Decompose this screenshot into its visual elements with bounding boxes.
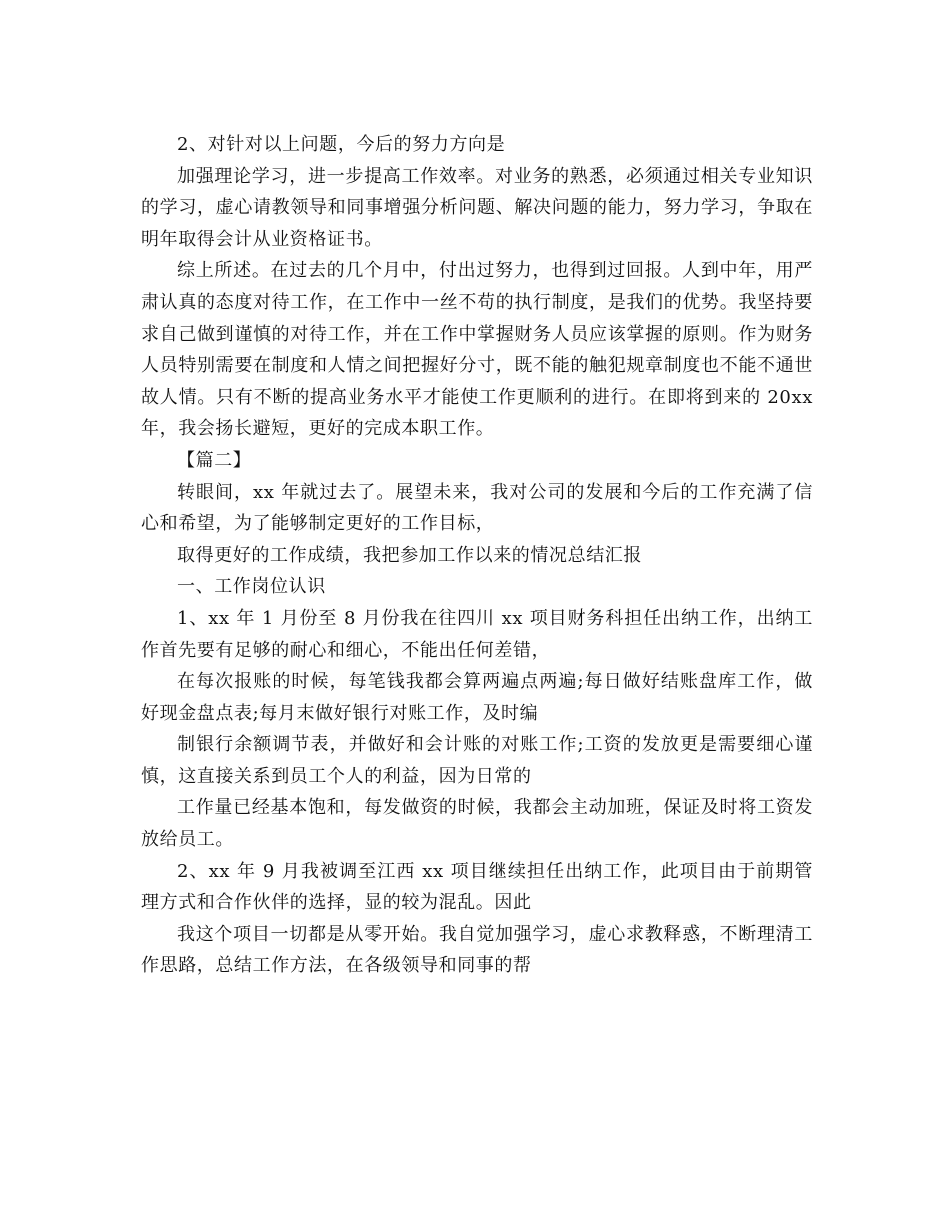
paragraph-jiangxi-project: 2、xx 年 9 月我被调至江西 xx 项目继续担任出纳工作，此项目由于前期管理方式和合作伙伴的选择，显的较为混乱。因此 (141, 860, 813, 914)
paragraph-bank-reconciliation: 制银行余额调节表，并做好和会计账的对账工作;工资的发放更是需要细心谨慎，这直接关系到员工个人的利益，因为日常的 (141, 734, 813, 787)
paragraph-study-plan: 加强理论学习，进一步提高工作效率。对业务的熟悉，必须通过相关专业知识的学习，虚心请教领导和同事增强分析问题、解决问题的能力，努力学习，争取在明年取得会计从业资格证书。 (141, 165, 813, 250)
paragraph-direction-heading: 2、对针对以上问题，今后的努力方向是 (177, 134, 506, 155)
paragraph-report-lead: 取得更好的工作成绩，我把参加工作以来的情况总结汇报 (177, 544, 642, 566)
section-heading-part-two: 【篇二】 (177, 449, 252, 471)
paragraph-sichuan-project: 1、xx 年 1 月份至 8 月份我在往四川 xx 项目财务科担任出纳工作，出纳工作首先要有足够的耐心和细心，不能出任何差错， (141, 607, 813, 661)
document-body (141, 129, 813, 982)
paragraph-summary: 综上所述。在过去的几个月中，付出过努力，也得到过回报。人到中年，用严肃认真的态度对待工作，在工作中一丝不苟的执行制度，是我们的优势。我坚持要求自己做到谨慎的对待工作，并在工作中掌握财务人员应该掌握的原则。作为财务人员特别需要在制度和人情之间把握好分寸，既不能的触犯规章制度也不能不通世故人情。只有不断的提高业务水平才能使工作更顺利的进行。在即将到来的 20xx 年，我会扬长避短，更好的完成本职工作。 (141, 260, 813, 440)
section-heading-job-understanding: 一、工作岗位认识 (177, 576, 326, 598)
paragraph-reimbursement: 在每次报账的时候，每笔钱我都会算两遍点两遍;每日做好结账盘库工作，做好现金盘点表;每月末做好银行对账工作，及时编 (141, 671, 813, 724)
paragraph-workload: 工作量已经基本饱和，每发做资的时候，我都会主动加班，保证及时将工资发放给员工。 (141, 797, 813, 851)
paragraph-starting-from-zero: 我这个项目一切都是从零开始。我自觉加强学习，虚心求教释惑，不断理清工作思路，总结工作方法，在各级领导和同事的帮 (141, 923, 813, 977)
paragraph-intro: 转眼间，xx 年就过去了。展望未来，我对公司的发展和今后的工作充满了信心和希望，为了能够制定更好的工作目标， (141, 481, 813, 535)
